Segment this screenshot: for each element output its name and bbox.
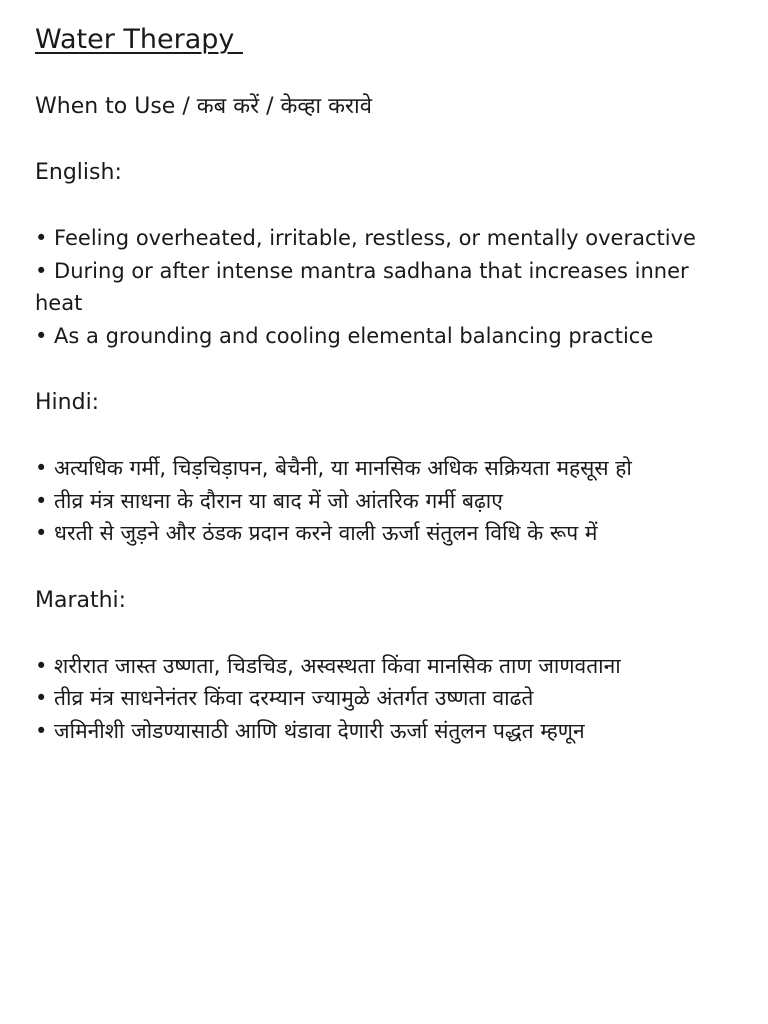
list-item: • As a grounding and cooling elemental balancing practice [35, 323, 654, 348]
bullet-list [35, 452, 728, 550]
list-item: • During or after intense mantra sadhana that increases inner heat [35, 258, 689, 315]
section-heading: Hindi: [35, 390, 100, 415]
list-item: • अत्यधिक गर्मी, चिड़चिड़ापन, बेचैनी, या मानसिक अधिक सक्रियता महसूस हो [35, 456, 632, 480]
section-english [35, 158, 728, 352]
section-heading: English: [35, 160, 122, 185]
list-item: • धरती से जुड़ने और ठंडक प्रदान करने वाली ऊर्जा संतुलन विधि के रूप में [35, 521, 598, 545]
bullet-list [35, 222, 728, 352]
page-subtitle: When to Use / कब करें / केव्हा करावे [35, 94, 372, 119]
list-item: • तीव्र मंत्र साधना के दौरान या बाद में जो आंतरिक गर्मी बढ़ाए [35, 488, 503, 513]
section-hindi [35, 388, 728, 550]
list-item: • तीव्र मंत्र साधनेनंतर किंवा दरम्यान ज्यामुळे अंतर्गत उष्णता वाढते [35, 686, 534, 710]
page-title: Water Therapy [35, 24, 243, 55]
list-item: • Feeling overheated, irritable, restless, or mentally overactive [35, 226, 696, 250]
list-item: • जमिनीशी जोडण्यासाठी आणि थंडावा देणारी ऊर्जा संतुलन पद्धत म्हणून [35, 718, 585, 743]
section-heading: Marathi: [35, 587, 127, 613]
bullet-list [35, 650, 728, 748]
section-marathi [35, 586, 728, 748]
list-item: • शरीरात जास्त उष्णता, चिडचिड, अस्वस्थता किंवा मानसिक ताण जाणवताना [35, 653, 621, 678]
